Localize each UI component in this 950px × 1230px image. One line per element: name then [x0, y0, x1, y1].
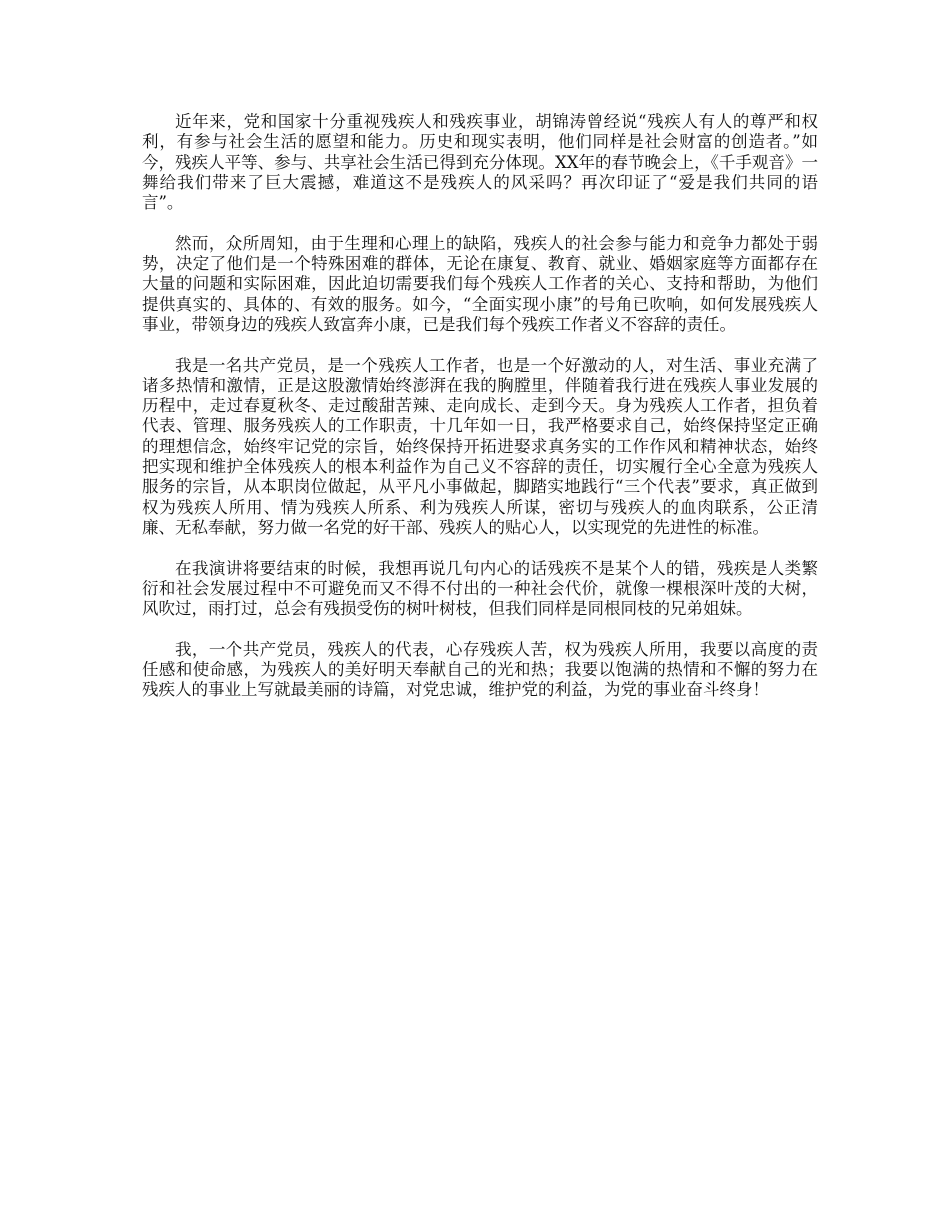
- paragraph-1: 近年来，党和国家十分重视残疾人和残疾事业，胡锦涛曾经说“残疾人有人的尊严和权利，有参与社会生活的愿望和能力。历史和现实表明，他们同样是社会财富的创造者。”如今，残疾人平等、参与、共享社会生活已得到充分体现。XX年的春节晚会上，《千手观音》一舞给我们带来了巨大震撼，难道这不是残疾人的风采吗？再次印证了“爱是我们共同的语言”。: [142, 112, 818, 213]
- paragraph-4: 在我演讲将要结束的时候，我想再说几句内心的话残疾不是某个人的错，残疾是人类繁衍和社会发展过程中不可避免而又不得不付出的一种社会代价，就像一棵根深叶茂的大树，风吹过，雨打过，总会有残损受伤的树叶树枝，但我们同样是同根同枝的兄弟姐妹。: [142, 558, 818, 619]
- paragraph-3: 我是一名共产党员，是一个残疾人工作者，也是一个好激动的人，对生活、事业充满了诸多热情和激情，正是这股激情始终澎湃在我的胸膛里，伴随着我行进在残疾人事业发展的历程中，走过春夏秋冬、走过酸甜苦辣、走向成长、走到今天。身为残疾人工作者，担负着代表、管理、服务残疾人的工作职责，十几年如一日，我严格要求自己，始终保持坚定正确的理想信念，始终牢记党的宗旨，始终保持开拓进娶求真务实的工作作风和精神状态，始终把实现和维护全体残疾人的根本利益作为自己义不容辞的责任，切实履行全心全意为残疾人服务的宗旨，从本职岗位做起，从平凡小事做起，脚踏实地践行“三个代表”要求，真正做到权为残疾人所用、情为残疾人所系、利为残疾人所谋，密切与残疾人的血肉联系，公正清廉、无私奉献，努力做一名党的好干部、残疾人的贴心人，以实现党的先进性的标准。: [142, 355, 818, 537]
- paragraph-2: 然而，众所周知，由于生理和心理上的缺陷，残疾人的社会参与能力和竞争力都处于弱势，决定了他们是一个特殊困难的群体，无论在康复、教育、就业、婚姻家庭等方面都存在大量的问题和实际困难，因此迫切需要我们每个残疾人工作者的关心、支持和帮助，为他们提供真实的、具体的、有效的服务。如今，“全面实现小康”的号角已吹响，如何发展残疾人事业，带领身边的残疾人致富奔小康，已是我们每个残疾工作者义不容辞的责任。: [142, 233, 818, 334]
- paragraph-5: 我，一个共产党员，残疾人的代表，心存残疾人苦，权为残疾人所用，我要以高度的责任感和使命感，为残疾人的美好明天奉献自己的光和热；我要以饱满的热情和不懈的努力在残疾人的事业上写就最美丽的诗篇，对党忠诚，维护党的利益，为党的事业奋斗终身！: [142, 639, 818, 700]
- document-body: [142, 112, 818, 721]
